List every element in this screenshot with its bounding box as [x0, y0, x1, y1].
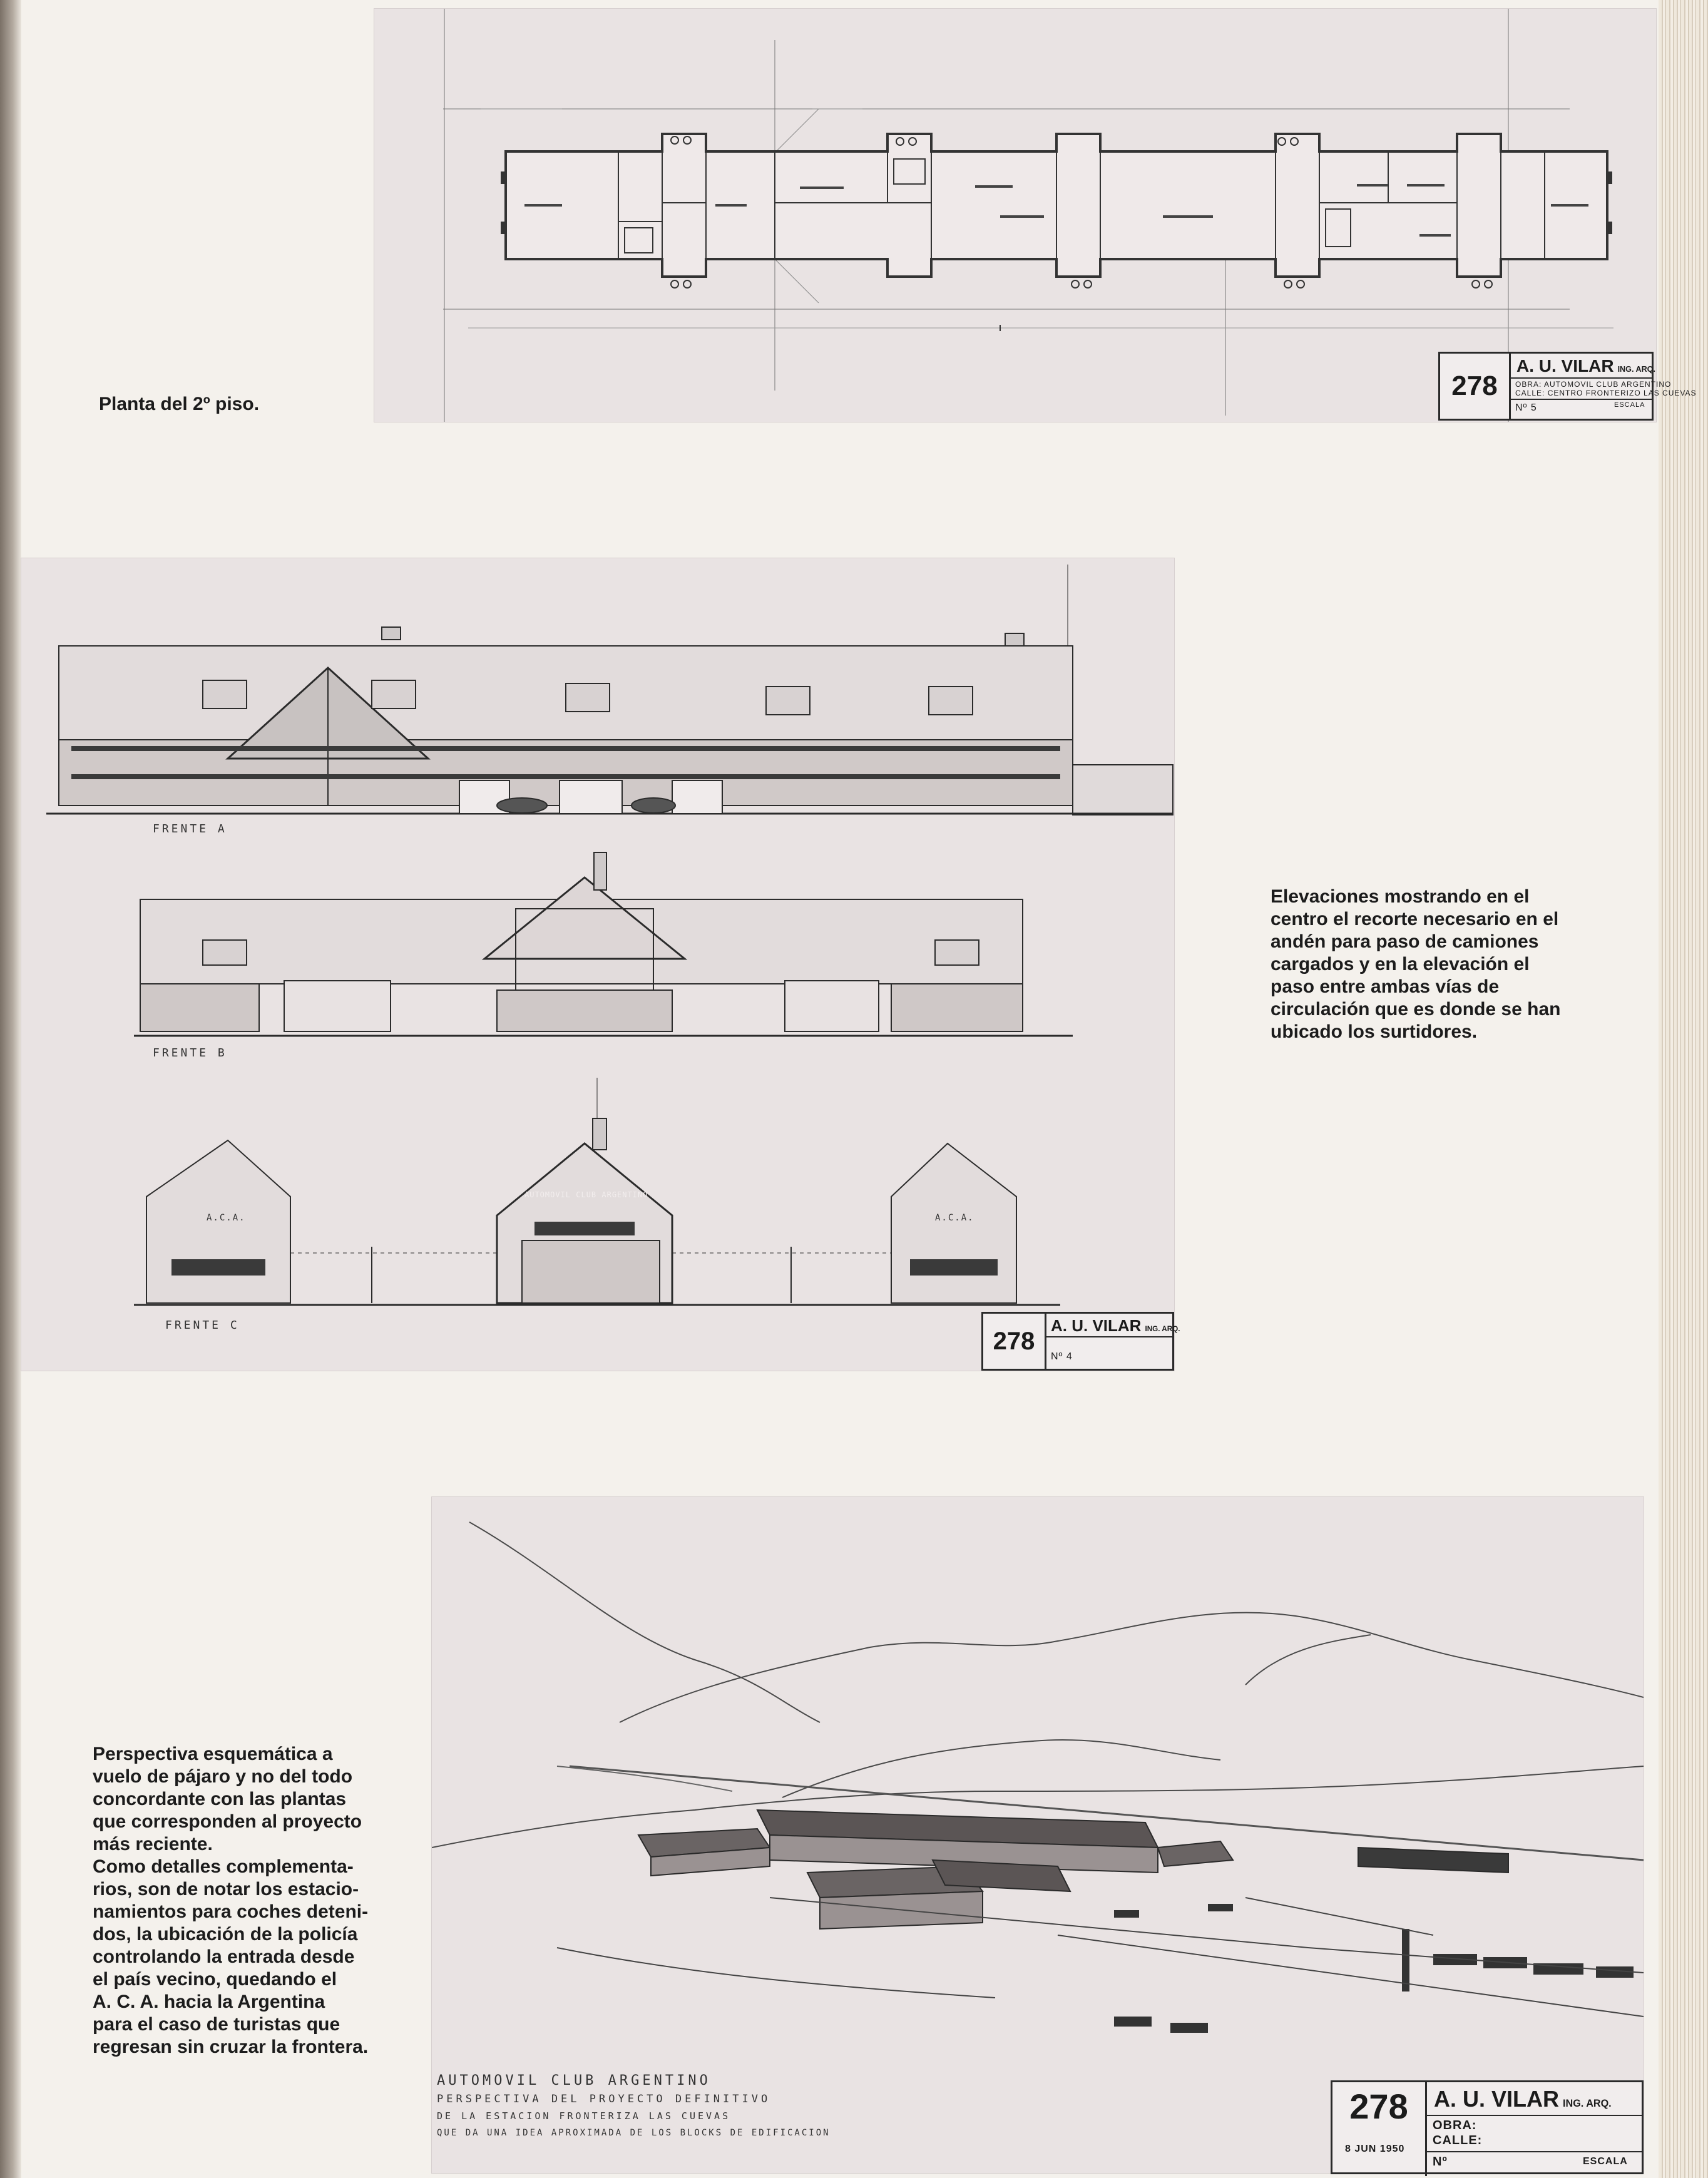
perspective-calle: CALLE:	[1433, 2134, 1483, 2147]
plan-obra: OBRA: AUTOMOVIL CLUB ARGENTINO	[1515, 380, 1672, 389]
elevations-number: 278	[983, 1314, 1046, 1369]
perspective-caption-line: controlando la entrada desde	[93, 1946, 355, 1967]
perspective-sketch	[432, 1497, 1644, 2173]
front-c-label: FRENTE C	[165, 1319, 240, 1332]
elevations-title-block	[981, 1312, 1180, 1371]
plan-calle: CALLE: CENTRO FRONTERIZO LAS CUEVAS	[1515, 389, 1697, 397]
elevations-drawing	[21, 558, 1174, 1371]
perspective-obra: OBRA:	[1433, 2119, 1477, 2132]
perspective-caption-line: Perspectiva esquemática a	[93, 1744, 333, 1764]
elevations-caption: Elevaciones mostrando en el centro el recorte necesario en el andén para paso de camiones cargados y en la elevación el paso entre ambas vías de circulación que es donde se han ubicado los surtidores.	[1271, 886, 1561, 1042]
aca-right-label: A.C.A.	[935, 1213, 974, 1223]
front-b-label: FRENTE B	[153, 1046, 227, 1060]
perspective-caption	[93, 1743, 393, 2058]
perspective-caption-line: que corresponden al proyecto	[93, 1811, 362, 1832]
elevations-sheet-number: Nº 4	[1051, 1351, 1073, 1362]
elevations-sheet	[21, 558, 1180, 1371]
perspective-caption-line: Como detalles complementa-	[93, 1856, 354, 1877]
perspective-caption-line: regresan sin cruzar la frontera.	[93, 2037, 369, 2057]
perspective-caption-line: namientos para coches deteni-	[93, 1901, 369, 1922]
perspective-caption-line: rios, son de notar los estacio-	[93, 1879, 359, 1899]
elevations-firm: A. U. VILAR ING. ARQ.	[1051, 1316, 1180, 1335]
building-sign: AUTOMOVIL CLUB ARGENTINO	[524, 1190, 648, 1199]
page-edge-stack	[1659, 0, 1708, 2178]
plan-caption: Planta del 2º piso.	[99, 394, 260, 414]
perspective-caption-line: concordante con las plantas	[93, 1789, 347, 1809]
floor-plan-sheet	[374, 9, 1697, 422]
perspective-sheet-number: Nº	[1433, 2155, 1448, 2169]
perspective-caption-line: para el caso de turistas que	[93, 2014, 340, 2035]
perspective-strip-4: QUE DA UNA IDEA APROXIMADA DE LOS BLOCKS DE EDIFICACION	[437, 2128, 831, 2138]
perspective-caption-line: más reciente.	[93, 1834, 213, 1854]
perspective-firm: A. U. VILAR ING. ARQ.	[1434, 2086, 1612, 2112]
perspective-title-block	[1331, 2080, 1644, 2174]
perspective-strip-3: DE LA ESTACION FRONTERIZA LAS CUEVAS	[437, 2110, 731, 2122]
perspective-strip-2: PERSPECTIVA DEL PROYECTO DEFINITIVO	[437, 2093, 771, 2105]
perspective-caption-line: vuelo de pájaro y no del todo	[93, 1766, 353, 1787]
plan-sheet-number: Nº 5	[1515, 402, 1537, 413]
perspective-date: 8 JUN 1950	[1345, 2144, 1405, 2154]
plan-escala: ESCALA	[1614, 401, 1645, 409]
binding-gutter	[0, 0, 21, 2178]
perspective-caption-line: A. C. A. hacia la Argentina	[93, 1991, 325, 2012]
perspective-escala: ESCALA	[1583, 2156, 1628, 2167]
perspective-strip-1: AUTOMOVIL CLUB ARGENTINO	[437, 2073, 711, 2089]
plan-firm: A. U. VILAR ING. ARQ.	[1516, 356, 1655, 376]
perspective-caption-line: dos, la ubicación de la policía	[93, 1924, 358, 1945]
front-a-label: FRENTE A	[153, 822, 227, 836]
perspective-number: 278	[1332, 2082, 1427, 2176]
perspective-caption-line: el país vecino, quedando el	[93, 1969, 337, 1990]
aca-left-label: A.C.A.	[207, 1213, 246, 1223]
plan-title-block	[1438, 352, 1697, 421]
plan-number: 278	[1440, 354, 1511, 419]
perspective-sheet	[432, 1497, 1644, 2173]
